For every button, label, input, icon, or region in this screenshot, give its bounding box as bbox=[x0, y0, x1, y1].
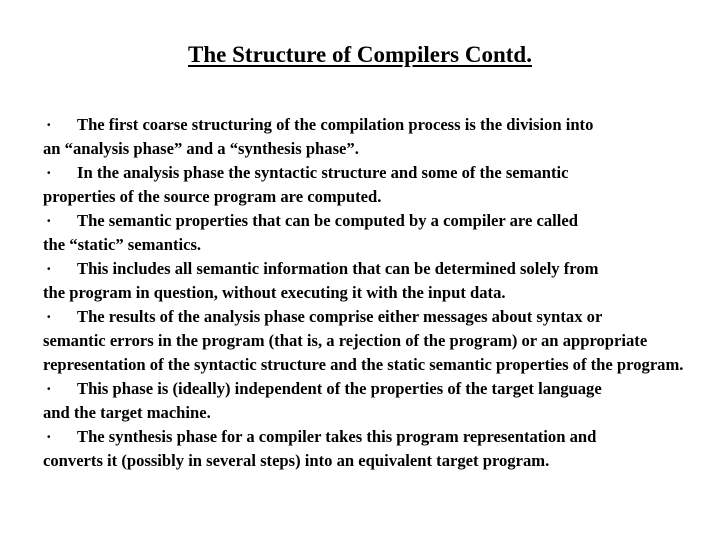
bullet-text-continuation: semantic errors in the program (that is, a rejection of the program) or an appropriate representation of the syntactic structure and the static semantic properties of the program. bbox=[43, 331, 684, 374]
bullet-item-6 bbox=[43, 377, 715, 425]
bullet-text-first-line: The results of the analysis phase comprise either messages about syntax or bbox=[77, 307, 603, 326]
bullet-item-7 bbox=[43, 425, 715, 473]
bullet-dot-icon: · bbox=[46, 163, 52, 182]
bullet-text-first-line: This phase is (ideally) independent of the properties of the target language bbox=[77, 379, 602, 398]
bullet-dot-icon: · bbox=[46, 427, 52, 446]
bullet-dot-icon: · bbox=[46, 115, 52, 134]
bullet-text-first-line: This includes all semantic information that can be determined solely from bbox=[77, 259, 599, 278]
bullet-text-continuation: properties of the source program are computed. bbox=[43, 187, 382, 206]
bullet-text-continuation: the program in question, without executing it with the input data. bbox=[43, 283, 506, 302]
bullet-item-5 bbox=[43, 305, 715, 377]
bullet-item-3 bbox=[43, 209, 715, 257]
bullet-text-continuation: the “static” semantics. bbox=[43, 235, 202, 254]
bullet-text-continuation: an “analysis phase” and a “synthesis phase”. bbox=[43, 139, 359, 158]
bullet-text-continuation: converts it (possibly in several steps) into an equivalent target program. bbox=[43, 451, 550, 470]
bullet-dot-icon: · bbox=[46, 307, 52, 326]
bullet-text-first-line: In the analysis phase the syntactic structure and some of the semantic bbox=[77, 163, 569, 182]
bullet-dot-icon: · bbox=[46, 259, 52, 278]
bullet-dot-icon: · bbox=[46, 379, 52, 398]
bullet-text-continuation: and the target machine. bbox=[43, 403, 211, 422]
slide-title: The Structure of Compilers Contd. bbox=[188, 42, 532, 67]
bullet-item-4 bbox=[43, 257, 715, 305]
bullet-item-2 bbox=[43, 161, 715, 209]
bullet-text-first-line: The semantic properties that can be computed by a compiler are called bbox=[77, 211, 578, 230]
bullet-text-first-line: The synthesis phase for a compiler takes this program representation and bbox=[77, 427, 597, 446]
bullet-item-1 bbox=[43, 113, 715, 161]
bullet-text-first-line: The first coarse structuring of the compilation process is the division into bbox=[77, 115, 594, 134]
bullet-dot-icon: · bbox=[46, 211, 52, 230]
bullet-list bbox=[43, 113, 715, 473]
